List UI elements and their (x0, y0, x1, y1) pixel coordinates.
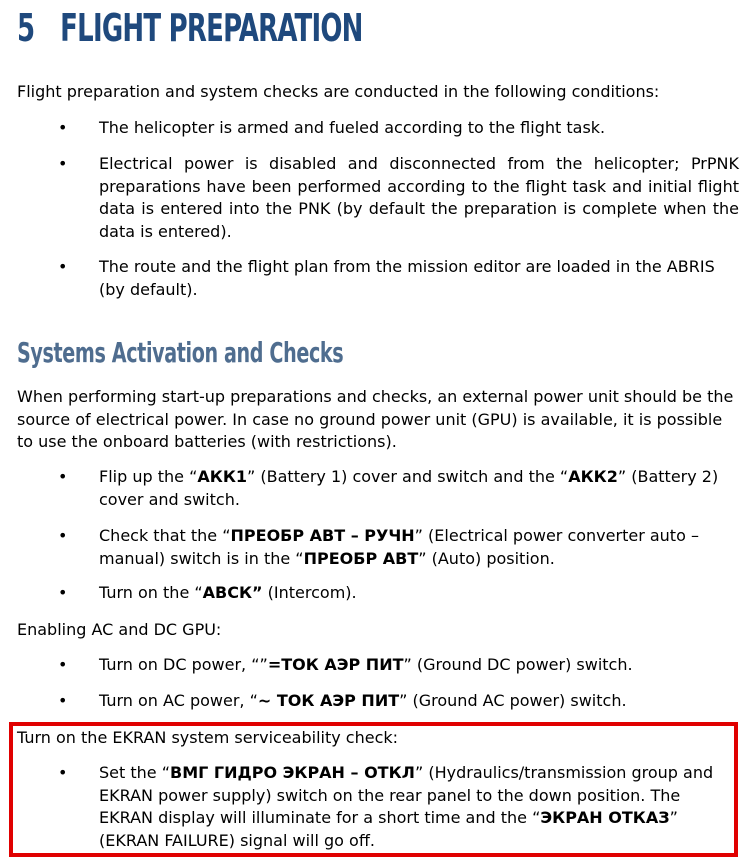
converter-step: Check that the “ПРЕОБР АВТ – РУЧН” (Electrical power converter auto – manual) switch is in the “ПРЕОБР АВТ” (Auto) position. (99, 526, 699, 568)
condition-text: Electrical power is disabled and disconnected from the helicopter; PrPNK preparations have been performed according to the flight task and initial flight data is entered into the PNK (by default the preparation is complete when the data is entered). (99, 154, 739, 241)
systems-intro-paragraph: When performing start-up preparations and checks, an external power unit should be the source of electrical power. In case no ground power unit (GPU) is available, it is possible to use the onboard batteries (with restrictions). (17, 387, 734, 451)
gpu-intro: Enabling AC and DC GPU: (17, 620, 222, 639)
ekran-intro: Turn on the EKRAN system serviceability check: (17, 728, 399, 747)
bullet: • (58, 118, 68, 137)
condition-text: The route and the flight plan from the mission editor are loaded in the ABRIS (by default). (99, 257, 715, 299)
bullet: • (58, 763, 68, 782)
condition-text: The helicopter is armed and fueled according to the flight task. (99, 118, 606, 137)
subsection-heading: Systems Activation and Checks (17, 336, 344, 369)
section-heading (17, 2, 363, 54)
section-number: 5 (17, 6, 35, 50)
bullet: • (58, 655, 68, 674)
section-title: FLIGHT PREPARATION (60, 6, 363, 50)
intercom-step: Turn on the “АВСК” (Intercom). (99, 583, 357, 602)
bullet: • (58, 691, 68, 710)
bullet: • (58, 467, 68, 486)
dc-power-step: Turn on DC power, “”=ТОК АЭР ПИТ” (Ground DC power) switch. (99, 655, 633, 674)
bullet: • (58, 526, 68, 545)
battery-step: Flip up the “АКК1” (Battery 1) cover and switch and the “АКК2” (Battery 2) cover and switch. (99, 467, 719, 509)
bullet: • (58, 257, 68, 276)
ac-power-step: Turn on AC power, “~ ТОК АЭР ПИТ” (Ground AC power) switch. (99, 691, 627, 710)
bullet: • (58, 154, 68, 173)
ekran-step: Set the “ВМГ ГИДРО ЭКРАН – ОТКЛ” (Hydraulics/transmission group and EKRAN power supply) switch on the rear panel to the down position. The EKRAN display will illuminate for a short time and the “ЭКРАН ОТКАЗ” (EKRAN FAILURE) signal will go off. (99, 763, 714, 850)
bullet: • (58, 583, 68, 602)
intro-paragraph: Flight preparation and system checks are conducted in the following conditions: (17, 82, 660, 101)
